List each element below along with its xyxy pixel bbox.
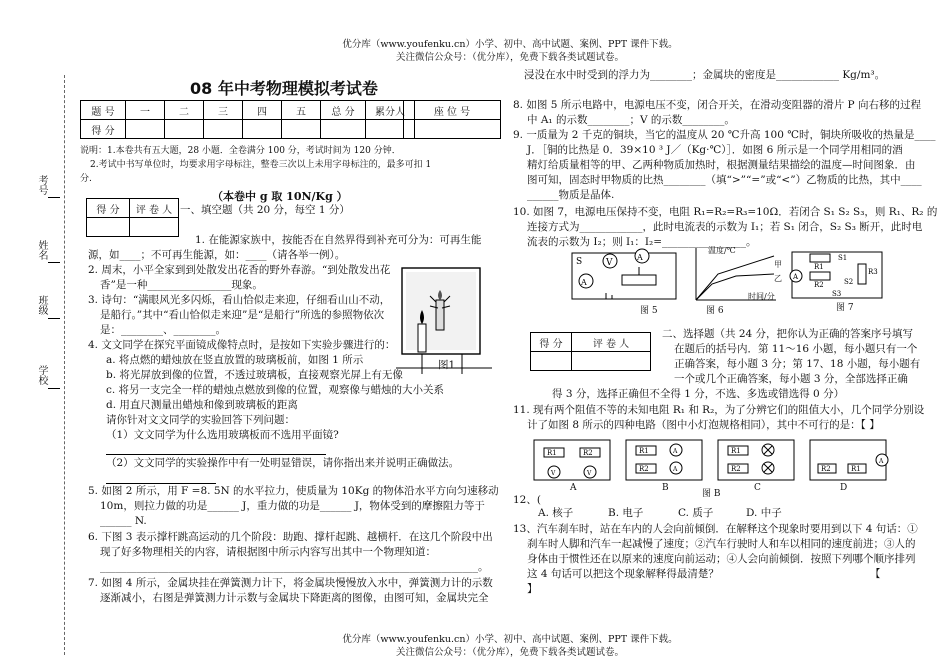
q4-line: （1）文文同学为什么选用玻璃板而不选用平面镜? [106,429,339,441]
grader-reviewer-label: 评 卷 人 [130,199,179,218]
score-cell[interactable] [243,120,282,139]
circuit-label-c: C [754,483,761,493]
q10-line: 10. 如图 7，电源电压保持不变，电阻 R₁=R₂=R₃=10Ω．若闭合 S₁ S₂ S₃，则 R₁、R₂ 的 [513,206,938,218]
footer-line-2: 关注微信公众号：（优分库），免费下载各类试题试卷。 [395,647,624,658]
q13-bracket-close: 】 [527,583,538,595]
q9-line: J．［铜的比热是 0．39×10 ³ J／（Kg·℃）］．如图 6 所示是一个同学用相同的酒 [527,144,903,156]
svg-text:V: V [606,258,613,268]
score-header: 累分人 [366,101,415,120]
svg-text:S3: S3 [832,290,842,298]
q13-line: 身体由于惯性还在以原来的速度向前运动；④人会向前倾倒．按照下列哪个顺序排列 [527,553,916,565]
q7-line: 逐渐减小，右图是弹簧测力计示数与金属块下降距离的图像，由图可知，金属块完全 [100,592,489,604]
score-header: 题 号 [81,101,126,120]
svg-text:A: A [673,466,678,473]
q13-bracket-open: 【 [870,568,881,580]
exam-title: 08 年中考物理模拟考试卷 [190,79,378,98]
score-table [80,100,415,139]
score-cell[interactable] [165,120,204,139]
q5-line: 10m，则拉力做的功是______ J，重力做的功是______ J，物体受到的摩擦阻力等于 [100,500,485,512]
side-blank-1 [48,197,60,198]
side-xingming: 姓名 [36,240,47,260]
q12-option-c: C. 质子 [678,507,714,519]
q1-line: 1. 在能源家族中，按能否在自然界得到补充可分为：可再生能 [195,234,482,246]
g-note: （本卷中 g 取 10N/Kg ） [212,190,348,203]
figure-6-caption: 图 6 [706,306,724,316]
svg-text:R2: R2 [814,281,824,289]
q12-option-a: A. 核子 [538,507,574,519]
q4-line: c. 将另一支完全一样的蜡烛点燃放到像的位置，观察像与蜡烛的大小关系 [106,384,445,396]
answer-line [106,454,326,455]
q13-line: 13、汽车刹车时，站在车内的人会向前倾倒．在解释这个现象时要用到以下 4 句话：① [513,523,918,535]
score-header: 一 [126,101,165,120]
score-cell[interactable] [321,120,366,139]
svg-text:R1: R1 [851,465,861,473]
q10-line: 连接方式为____________，此时电流表的示数为 I₁；若 S₁ 闭合，S₂ S₃ 断开，此时电 [527,221,923,233]
svg-text:R1: R1 [814,263,824,271]
svg-text:A: A [637,253,643,262]
circuit-label-b: B [662,483,669,493]
header-line-2: 关注微信公众号：（优分库），免费下载各类试题试卷。 [395,52,624,63]
figure-6-x-label: 时间/分 [748,292,775,301]
svg-text:R2: R2 [639,465,649,473]
q11-line: 计了如图 8 所示的四种电路（图中小灯泡规格相同），其中不可行的是：【 】 [527,419,880,431]
q12-option-b: B. 电子 [608,507,644,519]
q6-line: 6. 下图 3 表示撑杆跳高运动的几个阶段：助跑、撑杆起跳、越横杆．在这几个阶段中出 [88,531,493,543]
svg-text:R1: R1 [547,449,557,457]
score-cell[interactable] [126,120,165,139]
side-blank-2 [48,262,60,263]
figure-6-y-label: 温度/℃ [708,246,736,255]
q7-continued: 浸没在水中时受到的浮力为________；金属块的密度是____________ Kg/m³。 [524,69,886,81]
grader-reviewer-cell[interactable] [130,218,179,237]
q11-line: 11. 现有两个阻值不等的未知电阻 R₁ 和 R₂，为了分辨它们的阻值大小，几个同学分别设 [513,404,925,416]
note-2: 2.考试中书写单位时，均要求用字母标注，整卷三次以上未用字母标注的，最多可扣 1 [90,160,432,170]
q3-line: 是：________、________。 [100,324,226,336]
q7-line: 7. 如图 4 所示，金属块挂在弹簧测力计下，将金属块慢慢放入水中，弹簧测力计的示数 [88,577,493,589]
svg-text:S: S [576,257,583,267]
q9-line: 精灯给质量相等的甲、乙两种物质加热时，根据测量结果描绘的温度—时间图象．由 [527,159,916,171]
svg-text:R1: R1 [731,447,741,455]
svg-text:R3: R3 [868,268,878,276]
section-1-title: 一、填空题（共 20 分，每空 1 分） [180,204,350,216]
q6-line: ________________________________________________________________________。 [100,561,489,573]
grader-score-cell[interactable] [531,352,572,371]
figure-7-circuit [786,246,890,306]
grader-reviewer-cell[interactable] [572,352,651,371]
score-header: 五 [282,101,321,120]
q2-line: 2. 周末，小平全家到到处散发出花香的野外春游。“到处散发出花 [88,264,391,276]
svg-text:A: A [581,278,587,287]
figure-7-caption: 图 7 [836,303,854,313]
note-3: 分. [80,174,92,184]
grader-reviewer-label: 评 卷 人 [572,333,651,352]
svg-text:A: A [793,273,799,281]
side-blank-4 [48,388,60,389]
q8-line: 中 A₁ 的示数________；V 的示数________。 [527,114,735,126]
side-kaohao: 考号 [36,175,47,195]
section-2-line: 得 3 分，选择正确但不全得 1 分，不选、多选或错选得 0 分） [552,388,845,400]
q4-line: d. 用直尺测量出蜡烛和像到玻璃板的距离 [106,399,298,411]
figure-1-caption: 图1 [438,359,456,371]
section-2-line: 二、选择题（共 24 分，把你认为正确的答案序号填写 [662,328,914,340]
side-xuexiao: 学校 [36,365,47,385]
grader-table-2 [530,332,651,371]
svg-text:R2: R2 [583,449,593,457]
q2-line: 香”是一种________________现象。 [100,279,263,291]
svg-text:R2: R2 [731,465,741,473]
q4-line: （2）文文同学的实验操作中有一处明显错误，请你指出来并说明正确做法。 [106,457,460,469]
grader-score-label: 得 分 [531,333,572,352]
q13-line: 刹车时人脚和汽车一起减慢了速度；②汽车行驶时人和车以相同的速度前进；③人的 [527,538,916,550]
section-2-line: 正确答案，每小题 3 分；第 17、18 小题，每小题有 [674,358,921,370]
q9-line: ______物质是晶体. [527,189,615,201]
section-2-line: 一个或几个正确答案，每小题 3 分，全部选择正确 [674,373,908,385]
binding-line [64,75,65,655]
grader-table-1 [86,198,179,237]
q12-option-d: D. 中子 [746,507,782,519]
q3-line: 是船行。”其中“看山恰似走来迎”是“是船行”所选的参照物依次 [100,309,385,321]
figure-5-circuit [566,247,684,305]
side-blank-3 [48,318,60,319]
q5-line: 5. 如图 2 所示，用 F =8. 5N 的水平拉力，使质量为 10Kg 的物体沿水平方向匀速移动 [88,485,499,497]
score-row-label: 得 分 [81,120,126,139]
grader-score-cell[interactable] [87,218,130,237]
header-line-1: 优分库（www.youfenku.cn）小学、初中、高中试题、案例、PPT 课件下载。 [342,39,678,50]
score-cell[interactable] [282,120,321,139]
figure-6-yi-label: 乙 [774,274,782,283]
svg-text:A: A [879,458,884,465]
q1-line: 源，如____；不可再生能源，如：____（请各举一例）。 [88,249,346,261]
score-header: 三 [204,101,243,120]
q4-line: 请你针对文文同学的实验回答下列问题： [106,414,295,426]
section-2-line: 在题后的括号内．第 11～16 小题，每小题只有一个 [674,343,918,355]
side-banji: 班级 [36,295,47,315]
q4-line: 4. 文文同学在探究平面镜成像特点时，是按如下实验步骤进行的： [88,339,396,351]
svg-text:V: V [587,470,592,477]
q3-line: 3. 诗句：“满眼风光多闪烁，看山恰似走来迎，仔细看山山不动， [88,294,391,306]
q4-line: b. 将光屏放到像的位置，不透过玻璃板，直接观察光屏上有无像 [106,369,403,381]
q8-line: 8. 如图 5 所示电路中，电源电压不变，闭合开关，在滑动变阻器的滑片 P 向右移的过程 [513,99,921,111]
figure-6-jia-label: 甲 [774,260,782,269]
q9-line: 图可知，固态时甲物质的比热________（填“>”“=”或“<”）乙物质的比热，其中____ [527,174,922,186]
score-cell[interactable] [204,120,243,139]
q10-line: 流表的示数为 I₂；则 I₁：I₂=________________。 [527,236,757,248]
note-1: 说明：1.本卷共有五大题，28 小题．全卷满分 100 分，考试时间为 120 分钟． [80,146,401,156]
svg-text:S1: S1 [838,254,848,262]
q6-line: 现了好多物理相关的内容，请根据图中所示内容写出其中一个物理知道： [100,546,436,558]
q12-stem: 12、( [513,494,541,506]
svg-text:R2: R2 [821,465,831,473]
svg-text:V: V [551,470,556,477]
score-header: 四 [243,101,282,120]
q5-line: ______ N. [100,515,147,527]
svg-text:R1: R1 [639,447,649,455]
svg-text:A: A [673,448,678,455]
seat-table [403,100,501,139]
seat-label: 座 位 号 [404,101,501,120]
svg-text:S2: S2 [844,278,854,286]
score-header: 总 分 [321,101,366,120]
figure-8-caption: 图 B [702,489,721,499]
score-header: 二 [165,101,204,120]
q13-line: 这 4 句话可以把这个现象解释得最清楚？ [527,568,719,580]
footer-line-1: 优分库（www.youfenku.cn）小学、初中、高中试题、案例、PPT 课件下载。 [342,634,678,645]
circuit-label-d: D [840,483,848,493]
figure-5-caption: 图 5 [640,306,658,316]
grader-score-label: 得 分 [87,199,130,218]
q9-line: 9. 一质量为 2 千克的铜块，当它的温度从 20 ℃升高 100 ℃时，铜块所吸收的热量是____ [513,129,936,141]
q4-line: a. 将点燃的蜡烛放在竖直放置的玻璃板前，如图 1 所示 [106,354,364,366]
seat-cell[interactable] [404,120,501,139]
circuit-label-a: A [570,483,577,493]
